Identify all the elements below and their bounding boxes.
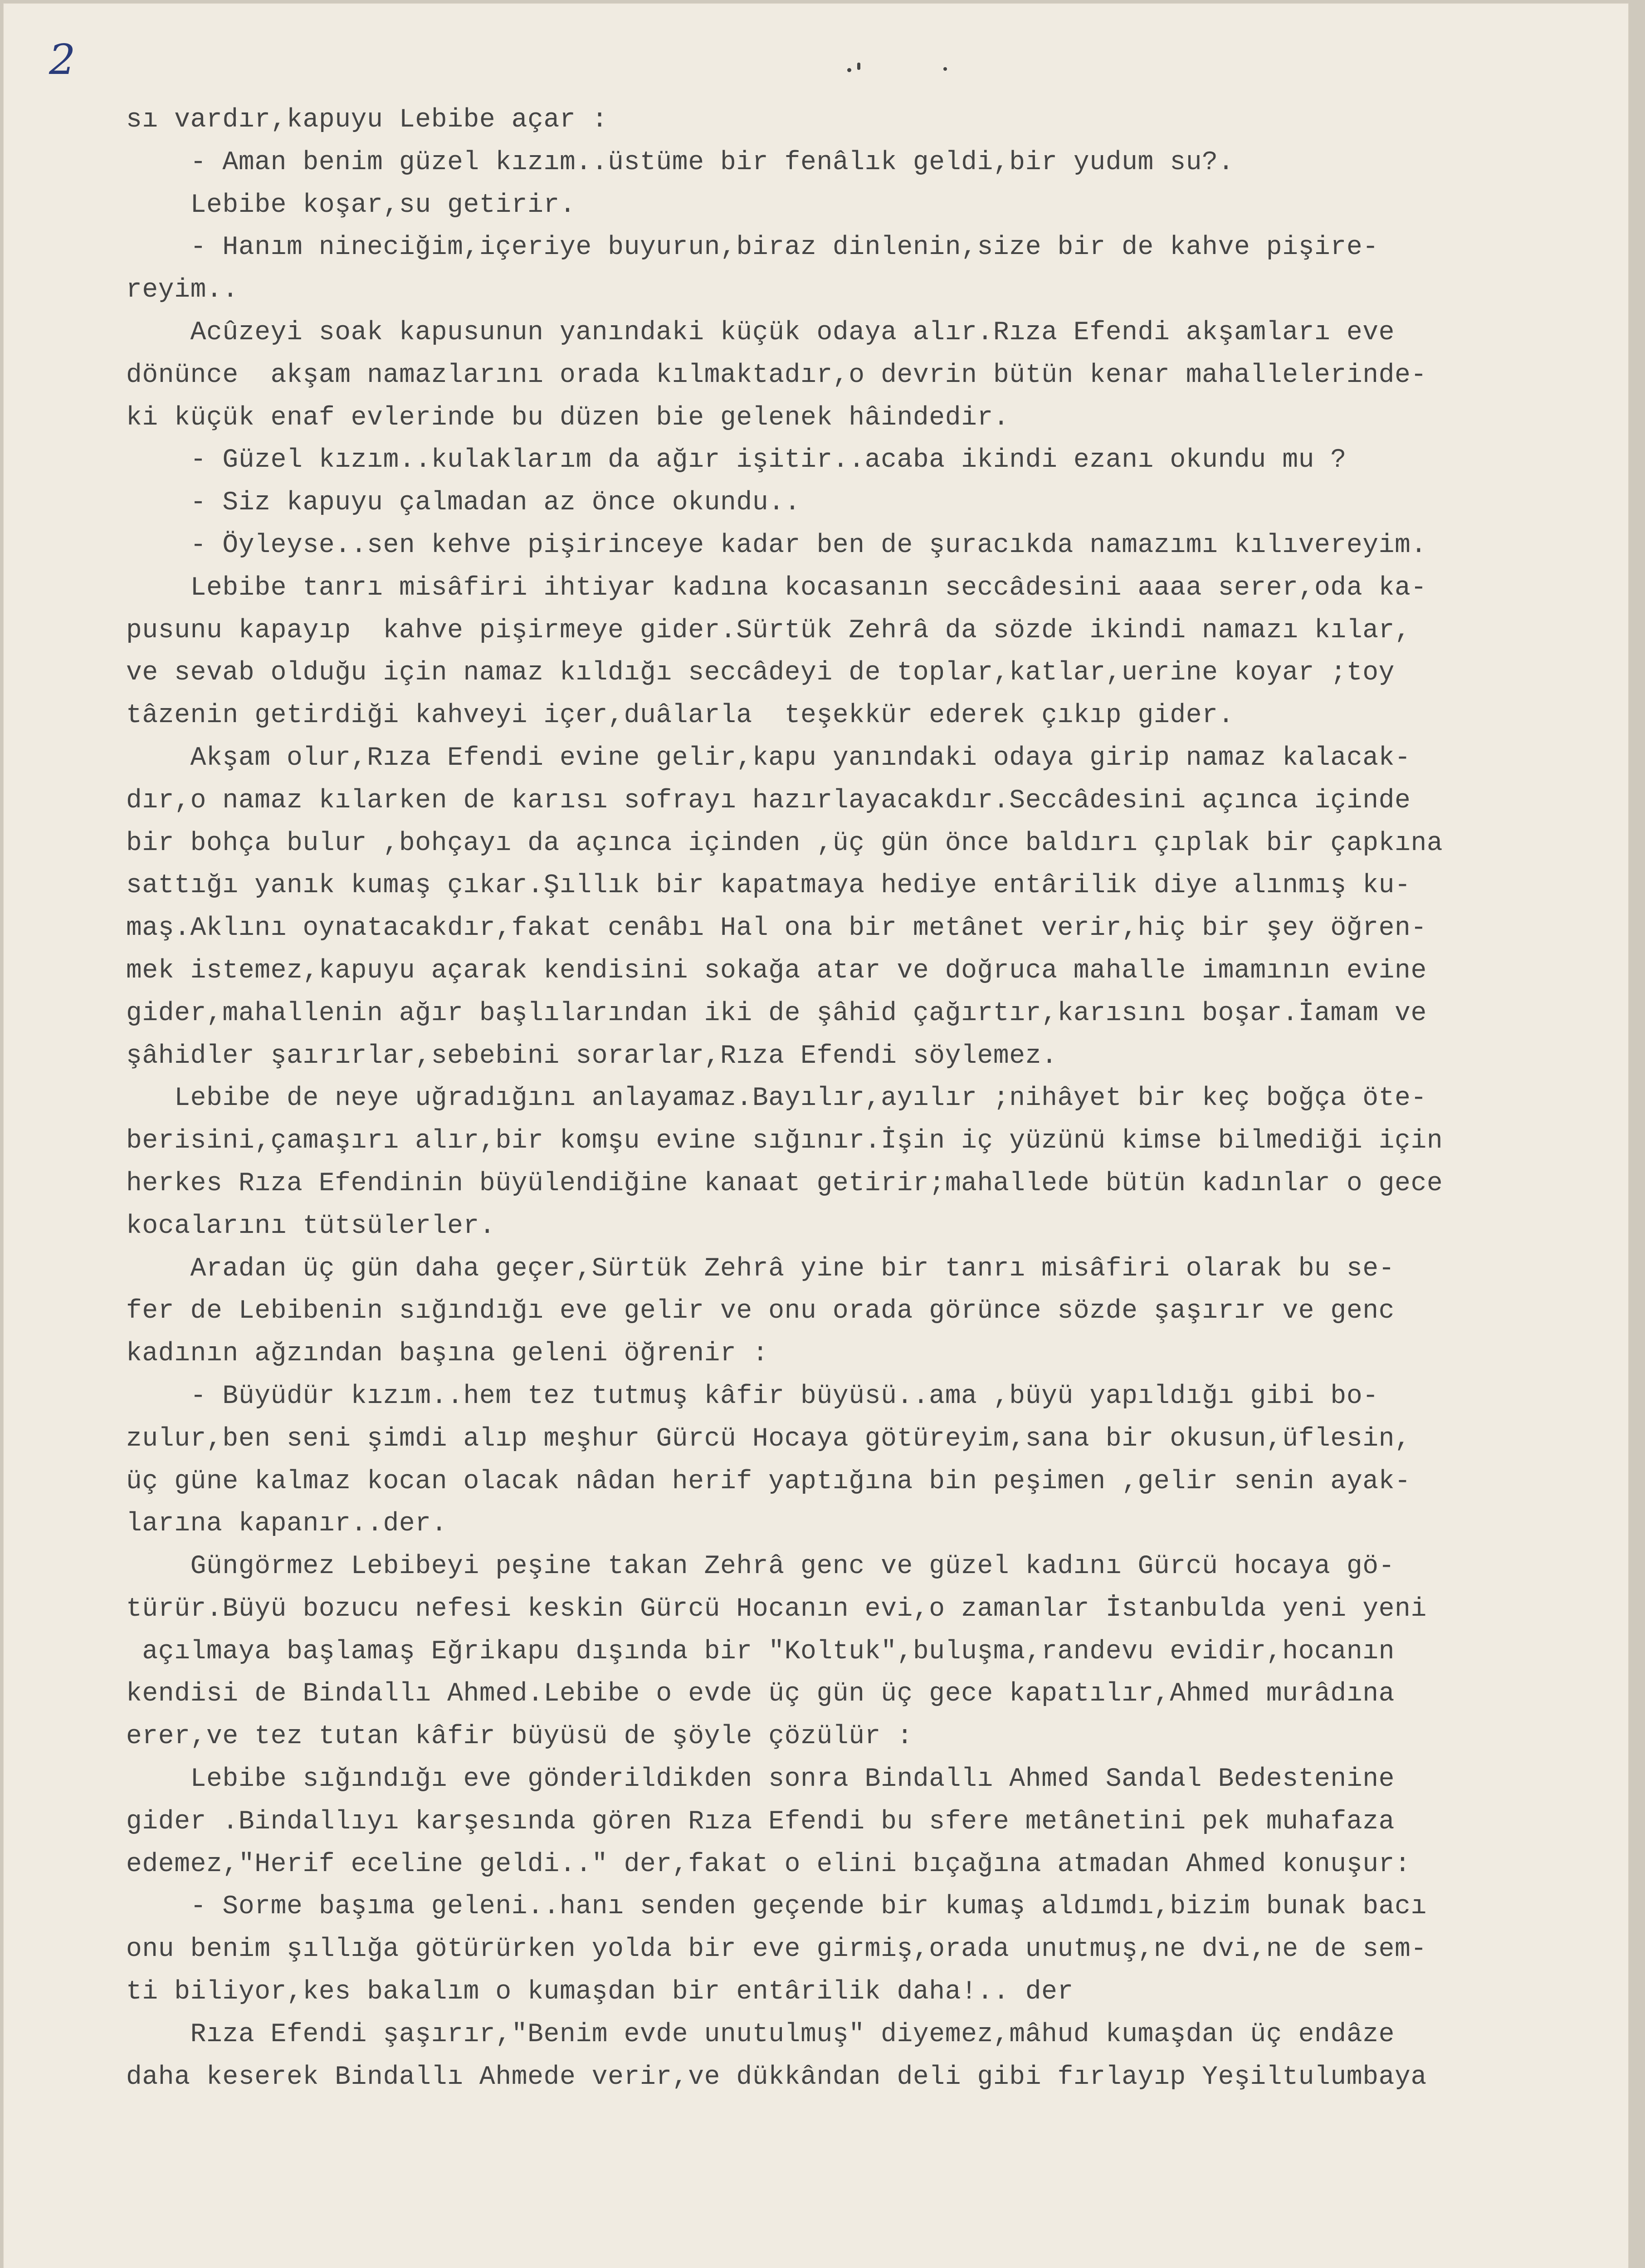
- text-line: ve sevab olduğu için namaz kıldığı seccâdeyi de toplar,katlar,uerine koyar ;toy: [126, 658, 1395, 688]
- text-line: Acûzeyi soak kapusunun yanındaki küçük odaya alır.Rıza Efendi akşamları eve: [126, 318, 1395, 347]
- text-line: açılmaya başlamaş Eğrikapu dışında bir "Koltuk",buluşma,randevu evidir,hocanın: [126, 1637, 1395, 1667]
- text-line: tâzenin getirdiği kahveyi içer,duâlarla teşekkür ederek çıkıp gider.: [126, 701, 1234, 731]
- text-line: dönünce akşam namazlarını orada kılmaktadır,o devrin bütün kenar mahallelerinde-: [126, 360, 1427, 390]
- text-line: Akşam olur,Rıza Efendi evine gelir,kapu yanındaki odaya girip namaz kalacak-: [126, 743, 1411, 773]
- text-line: - Öyleyse..sen kehve pişirinceye kadar ben de şuracıkda namazımı kılıvereyim.: [126, 530, 1427, 560]
- text-line: kocalarını tütsülerler.: [126, 1211, 496, 1241]
- text-line: - Büyüdür kızım..hem tez tutmuş kâfir büyüsü..ama ,büyü yapıldığı gibi bo-: [126, 1381, 1379, 1411]
- text-line: gider .Bindallıyı karşesında gören Rıza Efendi bu sfere metânetini pek muhafaza: [126, 1807, 1395, 1837]
- text-line: mek istemez,kapuyu açarak kendisini sokağa atar ve doğruca mahalle imamının evine: [126, 956, 1427, 986]
- text-line: Lebibe tanrı misâfiri ihtiyar kadına kocasanın seccâdesini aaaa serer,oda ka-: [126, 573, 1427, 603]
- handwritten-page-number: 2: [49, 35, 76, 84]
- text-line: üç güne kalmaz kocan olacak nâdan herif yaptığına bin peşimen ,gelir senin ayak-: [126, 1466, 1411, 1496]
- text-line: larına kapanır..der.: [126, 1509, 448, 1539]
- text-line: edemez,"Herif eceline geldi.." der,fakat o elini bıçağına atmadan Ahmed konuşur:: [126, 1849, 1411, 1879]
- text-line: Lebibe koşar,su getirir.: [126, 190, 576, 220]
- text-line: fer de Lebibenin sığındığı eve gelir ve onu orada görünce sözde şaşırır ve genc: [126, 1296, 1395, 1326]
- text-line: kadının ağzından başına geleni öğrenir :: [126, 1339, 769, 1369]
- text-line: - Sorme başıma geleni..hanı senden geçende bir kumaş aldımdı,bizim bunak bacı: [126, 1892, 1427, 1922]
- text-line: - Hanım nineciğim,içeriye buyurun,biraz dinlenin,size bir de kahve pişire-: [126, 233, 1379, 263]
- text-line: pusunu kapayıp kahve pişirmeye gider.Sürtük Zehrâ da sözde ikindi namazı kılar,: [126, 616, 1411, 645]
- text-line: Lebibe sığındığı eve gönderildikden sonra Bindallı Ahmed Sandal Bedestenine: [126, 1765, 1395, 1794]
- text-line: kendisi de Bindallı Ahmed.Lebibe o evde üç gün üç gece kapatılır,Ahmed murâdına: [126, 1679, 1395, 1709]
- text-line: daha keserek Bindallı Ahmede verir,ve dükkândan deli gibi fırlayıp Yeşiltulumbaya: [126, 2062, 1427, 2092]
- text-line: berisini,çamaşırı alır,bir komşu evine sığınır.İşin iç yüzünü kimse bilmediği için: [126, 1126, 1443, 1156]
- text-line: bir bohça bulur ,bohçayı da açınca içinden ,üç gün önce baldırı çıplak bir çapkına: [126, 828, 1443, 858]
- text-line: gider,mahallenin ağır başlılarından iki de şâhid çağırtır,karısını boşar.İamam ve: [126, 998, 1427, 1028]
- text-line: - Güzel kızım..kulaklarım da ağır işitir..acaba ikindi ezanı okundu mu ?: [126, 445, 1347, 475]
- text-line: sı vardır,kapuyu Lebibe açar :: [126, 105, 608, 135]
- text-line: türür.Büyü bozucu nefesi keskin Gürcü Hocanın evi,o zamanlar İstanbulda yeni yeni: [126, 1594, 1427, 1624]
- text-line: şâhidler şaırırlar,sebebini sorarlar,Rıza Efendi söylemez.: [126, 1041, 1058, 1071]
- text-line: zulur,ben seni şimdi alıp meşhur Gürcü Hocaya götüreyim,sana bir okusun,üflesin,: [126, 1424, 1411, 1454]
- text-line: onu benim şıllığa götürürken yolda bir eve girmiş,orada unutmuş,ne dvi,ne de sem-: [126, 1935, 1427, 1965]
- text-line: maş.Aklını oynatacakdır,fakat cenâbı Hal ona bir metânet verir,hiç bir şey öğren-: [126, 914, 1427, 943]
- ink-speck: [847, 68, 851, 72]
- typed-page: [4, 4, 1628, 2268]
- text-line: Aradan üç gün daha geçer,Sürtük Zehrâ yine bir tanrı misâfiri olarak bu se-: [126, 1254, 1395, 1284]
- text-line: dır,o namaz kılarken de karısı sofrayı hazırlayacakdır.Seccâdesini açınca içinde: [126, 786, 1411, 816]
- text-line: Rıza Efendi şaşırır,"Benim evde unutulmuş" diyemez,mâhud kumaşdan üç endâze: [126, 2019, 1395, 2049]
- text-line: Güngörmez Lebibeyi peşine takan Zehrâ genc ve güzel kadını Gürcü hocaya gö-: [126, 1552, 1395, 1582]
- ink-speck: [943, 67, 947, 71]
- text-line: herkes Rıza Efendinin büyülendiğine kanaat getirir;mahallede bütün kadınlar o gece: [126, 1168, 1443, 1198]
- text-line: ti biliyor,kes bakalım o kumaşdan bir entârilik daha!.. der: [126, 1977, 1074, 2007]
- text-line: - Siz kapuyu çalmadan az önce okundu..: [126, 488, 801, 518]
- text-line: - Aman benim güzel kızım..üstüme bir fenâlık geldi,bir yudum su?.: [126, 147, 1234, 177]
- text-line: erer,ve tez tutan kâfir büyüsü de şöyle çözülür :: [126, 1722, 913, 1752]
- ink-speck: [857, 63, 860, 70]
- text-line: Lebibe de neye uğradığını anlayamaz.Bayılır,ayılır ;nihâyet bir keç boğça öte-: [126, 1084, 1427, 1114]
- text-line: ki küçük enaf evlerinde bu düzen bie gelenek hâindedir.: [126, 403, 1010, 433]
- typewritten-text: [126, 99, 1614, 2098]
- text-line: sattığı yanık kumaş çıkar.Şıllık bir kapatmaya hediye entârilik diye alınmış ku-: [126, 871, 1411, 901]
- text-line: reyim..: [126, 275, 239, 305]
